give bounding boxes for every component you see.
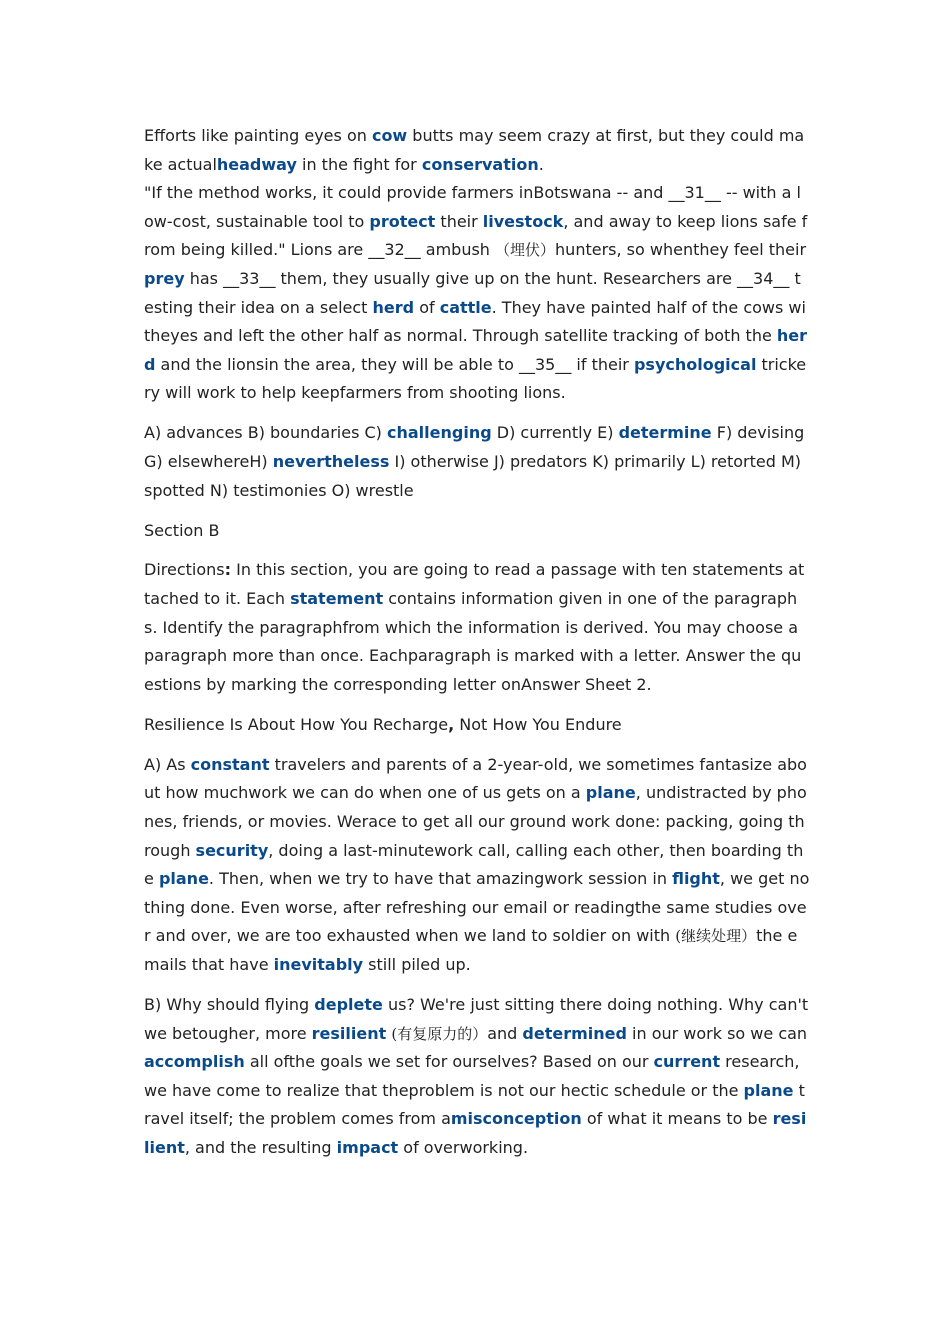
text-run: Efforts like painting eyes on	[144, 126, 372, 145]
chinese-gloss: (继续处理）	[675, 927, 757, 946]
text-run: . They have painted half of the cows witheyes and left the other half as normal. Through satellite tracking of both the	[144, 297, 806, 346]
text-run: .	[538, 154, 544, 174]
keyword: prey	[144, 268, 185, 288]
text-run: Section B	[144, 520, 220, 540]
text-run: in the fight for	[296, 154, 422, 174]
keyword: headway	[216, 154, 297, 174]
keyword: resilient	[144, 1109, 807, 1157]
text-run: F) devising G) elsewhereH)	[144, 423, 805, 471]
text-run: In this section, you are going to read a passage with ten statements attached to it. Each	[144, 560, 805, 609]
paragraph	[144, 711, 810, 740]
keyword: determine	[618, 423, 712, 443]
bold-punctuation: ,	[448, 714, 455, 734]
text-run: us? We're just sitting there doing nothing. Why can't we betougher, more	[144, 994, 809, 1043]
text-run: has __33__ them, they usually give up on the hunt. Researchers are __34__ testing their idea on a select	[144, 268, 801, 317]
keyword: livestock	[482, 211, 564, 231]
paragraph	[144, 556, 810, 699]
text-run: the emails that have	[144, 926, 798, 974]
text-run: still piled up.	[363, 954, 471, 974]
keyword: nevertheless	[272, 451, 390, 471]
text-run: , and away to keep lions safe from being killed." Lions are __32__ ambush	[144, 211, 808, 260]
keyword: determined	[522, 1023, 627, 1043]
text-run: hunters, so whenthey feel their	[555, 240, 807, 260]
text-run: D) currently E)	[491, 423, 619, 443]
keyword: plane	[585, 783, 636, 803]
keyword: cattle	[439, 297, 492, 317]
paragraph	[144, 517, 810, 546]
text-run: travel itself; the problem comes from a	[144, 1080, 805, 1129]
text-run: all ofthe goals we set for ourselves? Based on our	[244, 1052, 654, 1072]
text-run: B) Why should flying	[144, 994, 315, 1014]
text-run: butts may seem crazy at first, but they could make actual	[144, 126, 805, 174]
keyword: protect	[369, 211, 436, 231]
text-run: , we get nothing done. Even worse, after refreshing our email or readingthe same studies over and over, we are too exhausted when we land to soldier on with	[144, 869, 810, 946]
keyword: current	[653, 1052, 721, 1072]
text-run: I) otherwise J) predators K) primarily L) retorted M) spotted N) testimonies O) wrestle	[144, 451, 802, 500]
text-run: of what it means to be	[581, 1109, 773, 1129]
keyword: conservation	[421, 154, 539, 174]
paragraph	[144, 419, 810, 505]
text-run: . Then, when we try to have that amazingwork session in	[208, 869, 673, 889]
text-run: A) As	[144, 754, 191, 774]
keyword: impact	[336, 1137, 399, 1157]
text-run: Not How You Endure	[454, 714, 622, 734]
keyword: herd	[372, 297, 415, 317]
text-run: and	[487, 1023, 523, 1043]
keyword: misconception	[450, 1109, 582, 1129]
keyword: inevitably	[273, 954, 364, 974]
text-run: , undistracted by phones, friends, or movies. Werace to get all our ground work done: packing, going through	[144, 783, 807, 860]
keyword: statement	[290, 589, 384, 609]
keyword: psychological	[633, 354, 757, 374]
keyword: deplete	[314, 994, 383, 1014]
keyword: challenging	[387, 423, 492, 443]
keyword: flight	[672, 869, 720, 889]
keyword: plane	[743, 1080, 794, 1100]
keyword: security	[195, 840, 269, 860]
keyword: constant	[190, 754, 270, 774]
text-run: travelers and parents of a 2-year-old, we sometimes fantasize about how muchwork we can do when one of us gets on a	[144, 754, 807, 803]
paragraph	[144, 751, 810, 980]
document-page	[144, 122, 810, 1174]
text-run: in our work so we can	[626, 1023, 808, 1043]
keyword: plane	[158, 869, 209, 889]
text-run: , doing a last-minutework call, calling each other, then boarding the	[144, 840, 804, 889]
keyword: cow	[371, 126, 408, 145]
keyword: herd	[144, 326, 808, 374]
text-run: their	[435, 211, 483, 231]
paragraph	[144, 122, 810, 408]
chinese-gloss: （埋伏）	[495, 241, 556, 260]
keyword: accomplish	[144, 1052, 245, 1072]
bold-punctuation: :	[224, 560, 232, 580]
text-run: Resilience Is About How You Recharge	[144, 714, 449, 734]
paragraph	[144, 991, 810, 1163]
chinese-gloss: (有复原力的）	[391, 1024, 488, 1043]
text-run: research, we have come to realize that theproblem is not our hectic schedule or the	[144, 1052, 800, 1100]
text-run: and the lionsin the area, they will be able to __35__ if their	[155, 354, 634, 374]
text-run: Directions	[144, 560, 225, 580]
keyword: resilient	[311, 1023, 387, 1043]
text-run: , and the resulting	[184, 1137, 337, 1157]
text-run: of	[414, 297, 440, 317]
text-run: A) advances B) boundaries C)	[144, 423, 387, 443]
text-run: trickery will work to help keepfarmers from shooting lions.	[144, 354, 807, 403]
text-run: "If the method works, it could provide farmers inBotswana -- and __31__ -- with a low-cost, sustainable tool to	[144, 183, 801, 231]
text-run: of overworking.	[398, 1137, 529, 1157]
text-run: contains information given in one of the paragraphs. Identify the paragraphfrom which the information is derived. You may choose a paragraph more than once. Eachparagraph is marked with a letter. Answer the questions by marking the corresponding letter onAnswer Sheet 2.	[144, 589, 802, 694]
